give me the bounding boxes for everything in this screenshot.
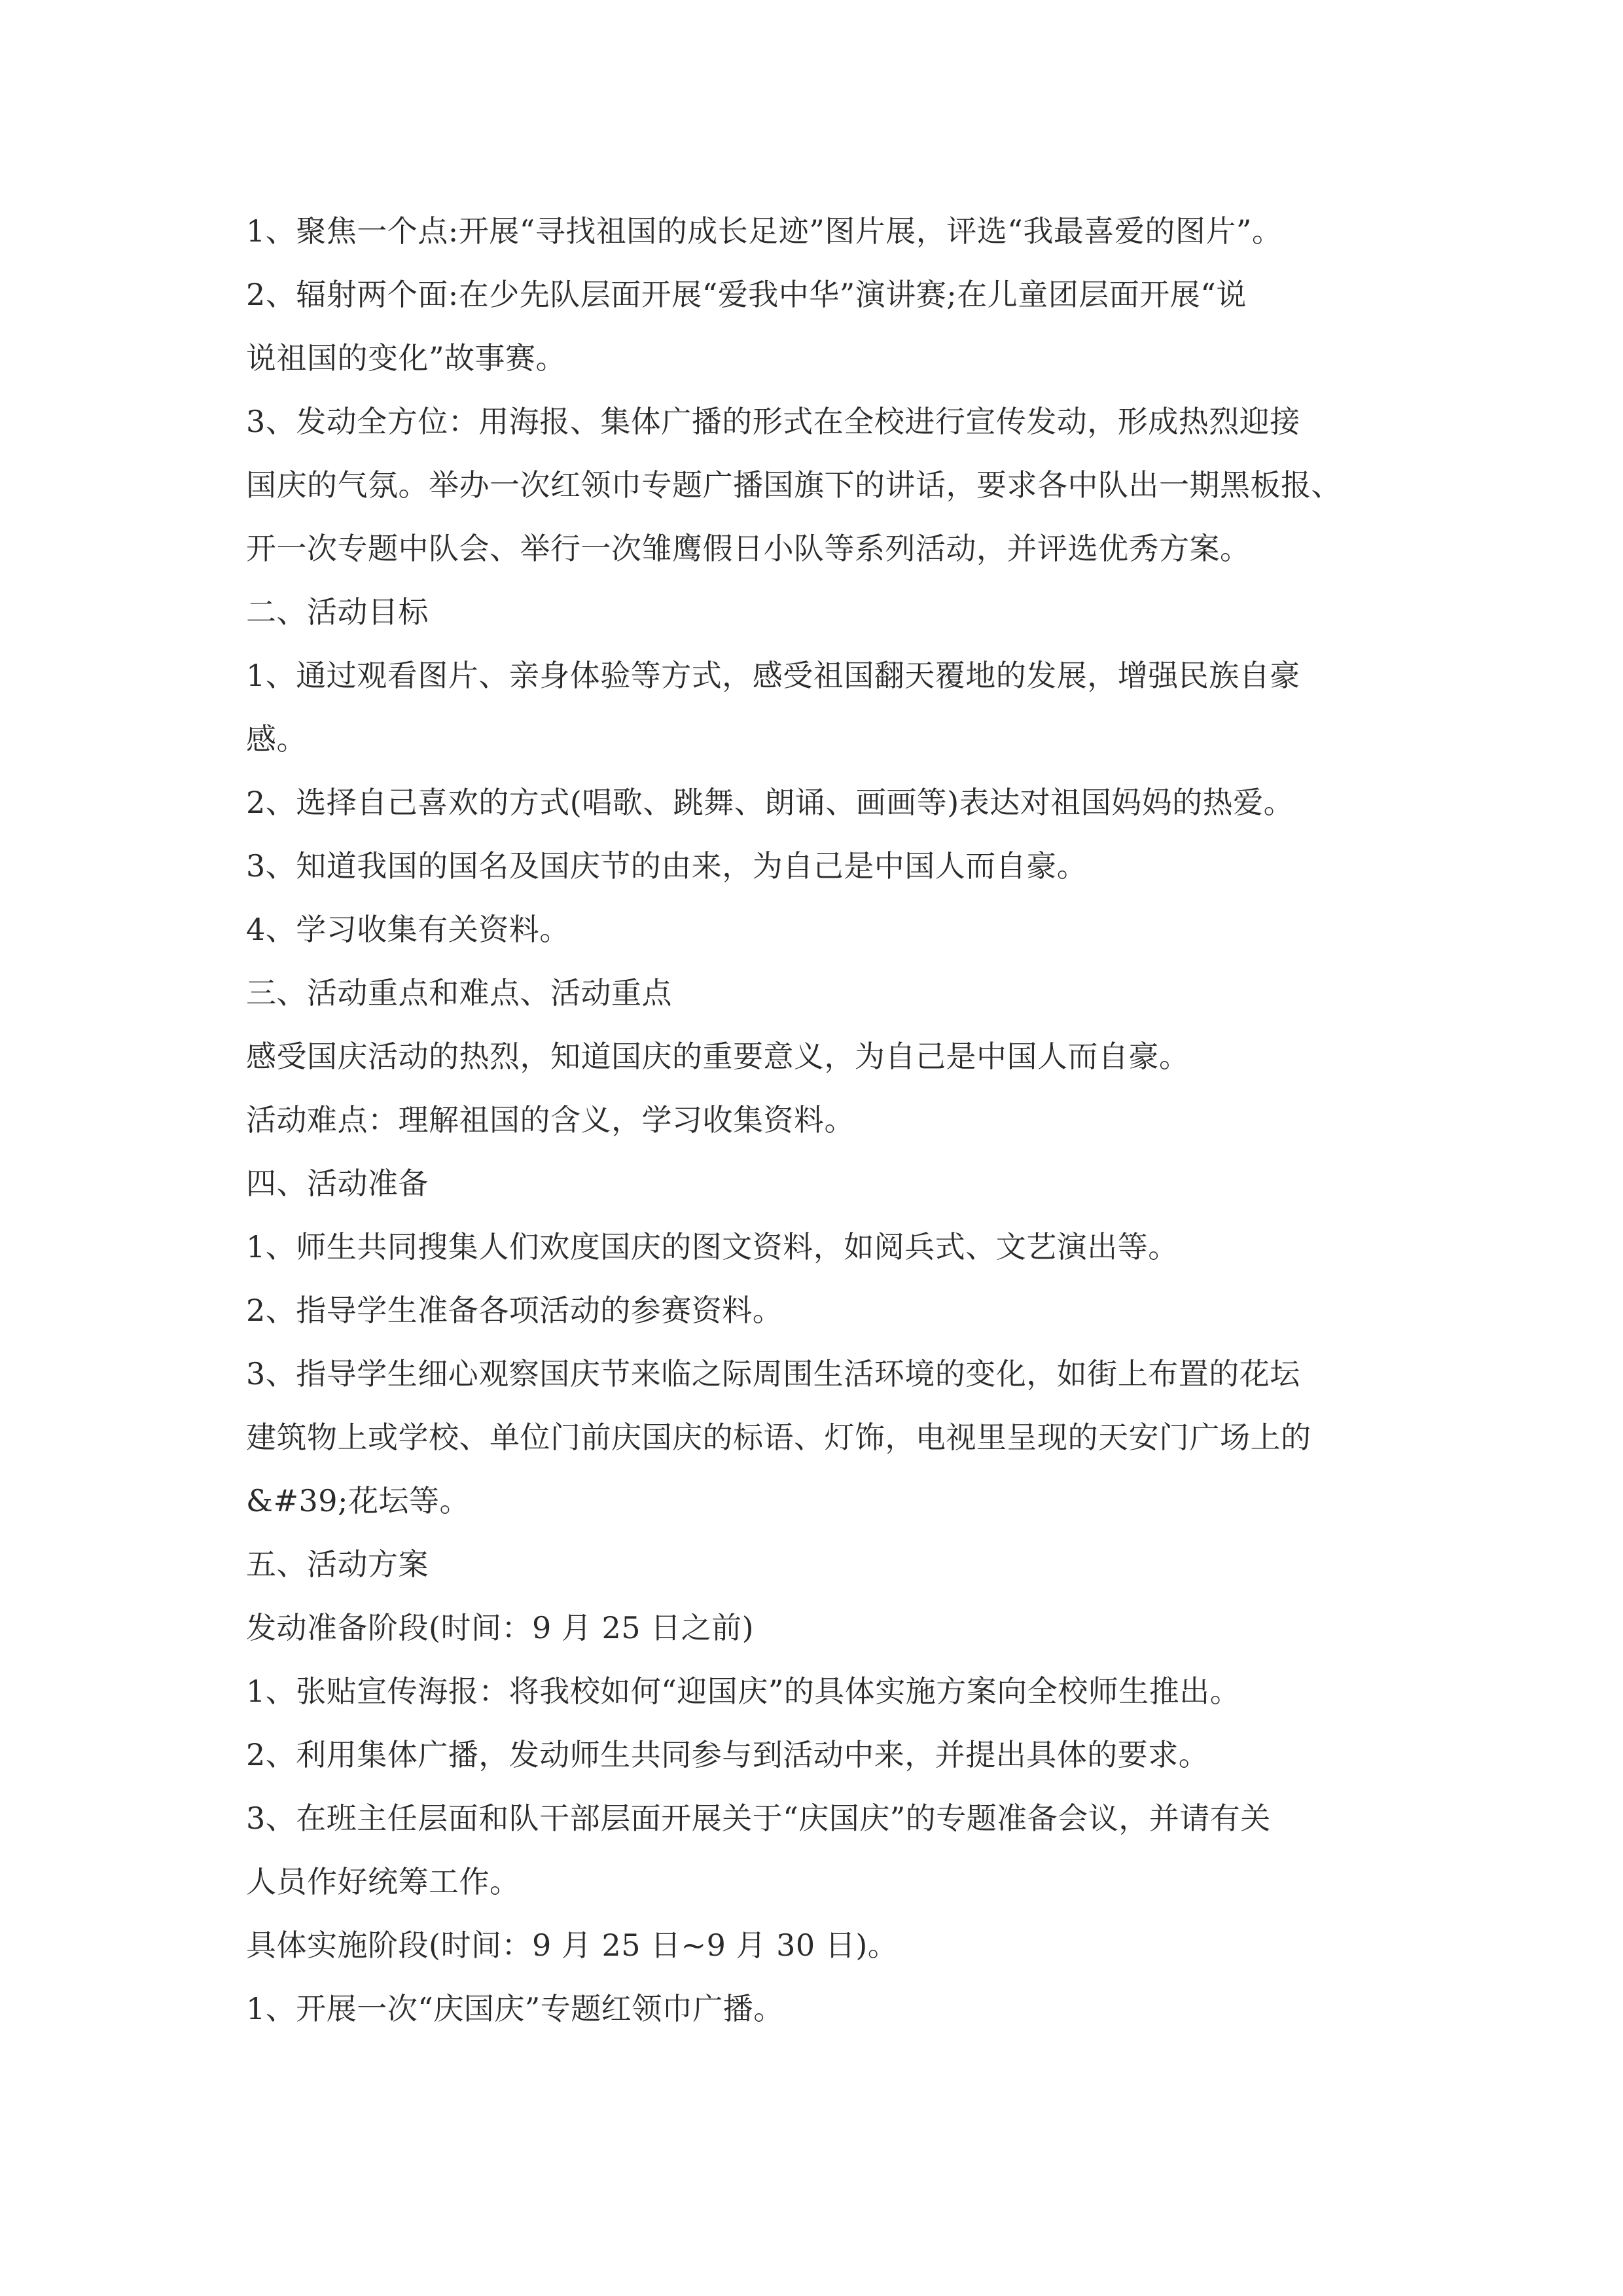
text-line: 1、通过观看图片、亲身体验等方式，感受祖国翻天覆地的发展，增强民族自豪 xyxy=(246,658,1300,693)
text-line: 3、指导学生细心观察国庆节来临之际周围生活环境的变化，如街上布置的花坛 xyxy=(246,1356,1300,1391)
section-heading: 二、活动目标 xyxy=(246,594,429,630)
text-line: 感。 xyxy=(246,721,307,757)
text-line: 说祖国的变化”故事赛。 xyxy=(246,340,567,376)
text-line: 3、知道我国的国名及国庆节的由来，为自己是中国人而自豪。 xyxy=(246,848,1088,884)
text-line: 3、在班主任层面和队干部层面开展关于“庆国庆”的专题准备会议，并请有关 xyxy=(246,1801,1271,1836)
text-line: 1、聚焦一个点:开展“寻找祖国的成长足迹”图片展，评选“我最喜爱的图片”。 xyxy=(246,213,1283,249)
text-line: 1、师生共同搜集人们欢度国庆的图文资料，如阅兵式、文艺演出等。 xyxy=(246,1229,1179,1265)
document-body xyxy=(246,200,1391,2041)
text-line: 2、利用集体广播，发动师生共同参与到活动中来，并提出具体的要求。 xyxy=(246,1737,1209,1772)
text-line: 人员作好统筹工作。 xyxy=(246,1864,520,1899)
text-line: &#39;花坛等。 xyxy=(246,1483,471,1518)
text-line: 开一次专题中队会、举行一次雏鹰假日小队等系列活动，并评选优秀方案。 xyxy=(246,531,1251,566)
section-heading: 三、活动重点和难点、活动重点 xyxy=(246,975,672,1011)
text-line: 具体实施阶段(时间：9 月 25 日~9 月 30 日)。 xyxy=(246,1928,899,1963)
section-heading: 五、活动方案 xyxy=(246,1547,429,1582)
text-line: 1、开展一次“庆国庆”专题红领巾广播。 xyxy=(246,1991,784,2026)
text-line: 发动准备阶段(时间：9 月 25 日之前) xyxy=(246,1610,755,1645)
text-line: 建筑物上或学校、单位门前庆国庆的标语、灯饰，电视里呈现的天安门广场上的 xyxy=(246,1420,1311,1455)
section-heading: 四、活动准备 xyxy=(246,1166,429,1201)
text-line: 1、张贴宣传海报：将我校如何“迎国庆”的具体实施方案向全校师生推出。 xyxy=(246,1674,1241,1709)
text-line: 感受国庆活动的热烈，知道国庆的重要意义，为自己是中国人而自豪。 xyxy=(246,1039,1190,1074)
text-line: 2、辐射两个面:在少先队层面开展“爱我中华”演讲赛;在儿童团层面开展“说 xyxy=(246,277,1247,312)
text-line: 活动难点：理解祖国的含义，学习收集资料。 xyxy=(246,1102,855,1138)
text-line: 2、指导学生准备各项活动的参赛资料。 xyxy=(246,1293,783,1328)
text-line: 4、学习收集有关资料。 xyxy=(246,912,570,947)
text-line: 国庆的气氛。举办一次红领巾专题广播国旗下的讲话，要求各中队出一期黑板报、 xyxy=(246,467,1342,503)
text-line: 3、发动全方位：用海报、集体广播的形式在全校进行宣传发动，形成热烈迎接 xyxy=(246,404,1300,439)
text-line: 2、选择自己喜欢的方式(唱歌、跳舞、朗诵、画画等)表达对祖国妈妈的热爱。 xyxy=(246,785,1294,820)
